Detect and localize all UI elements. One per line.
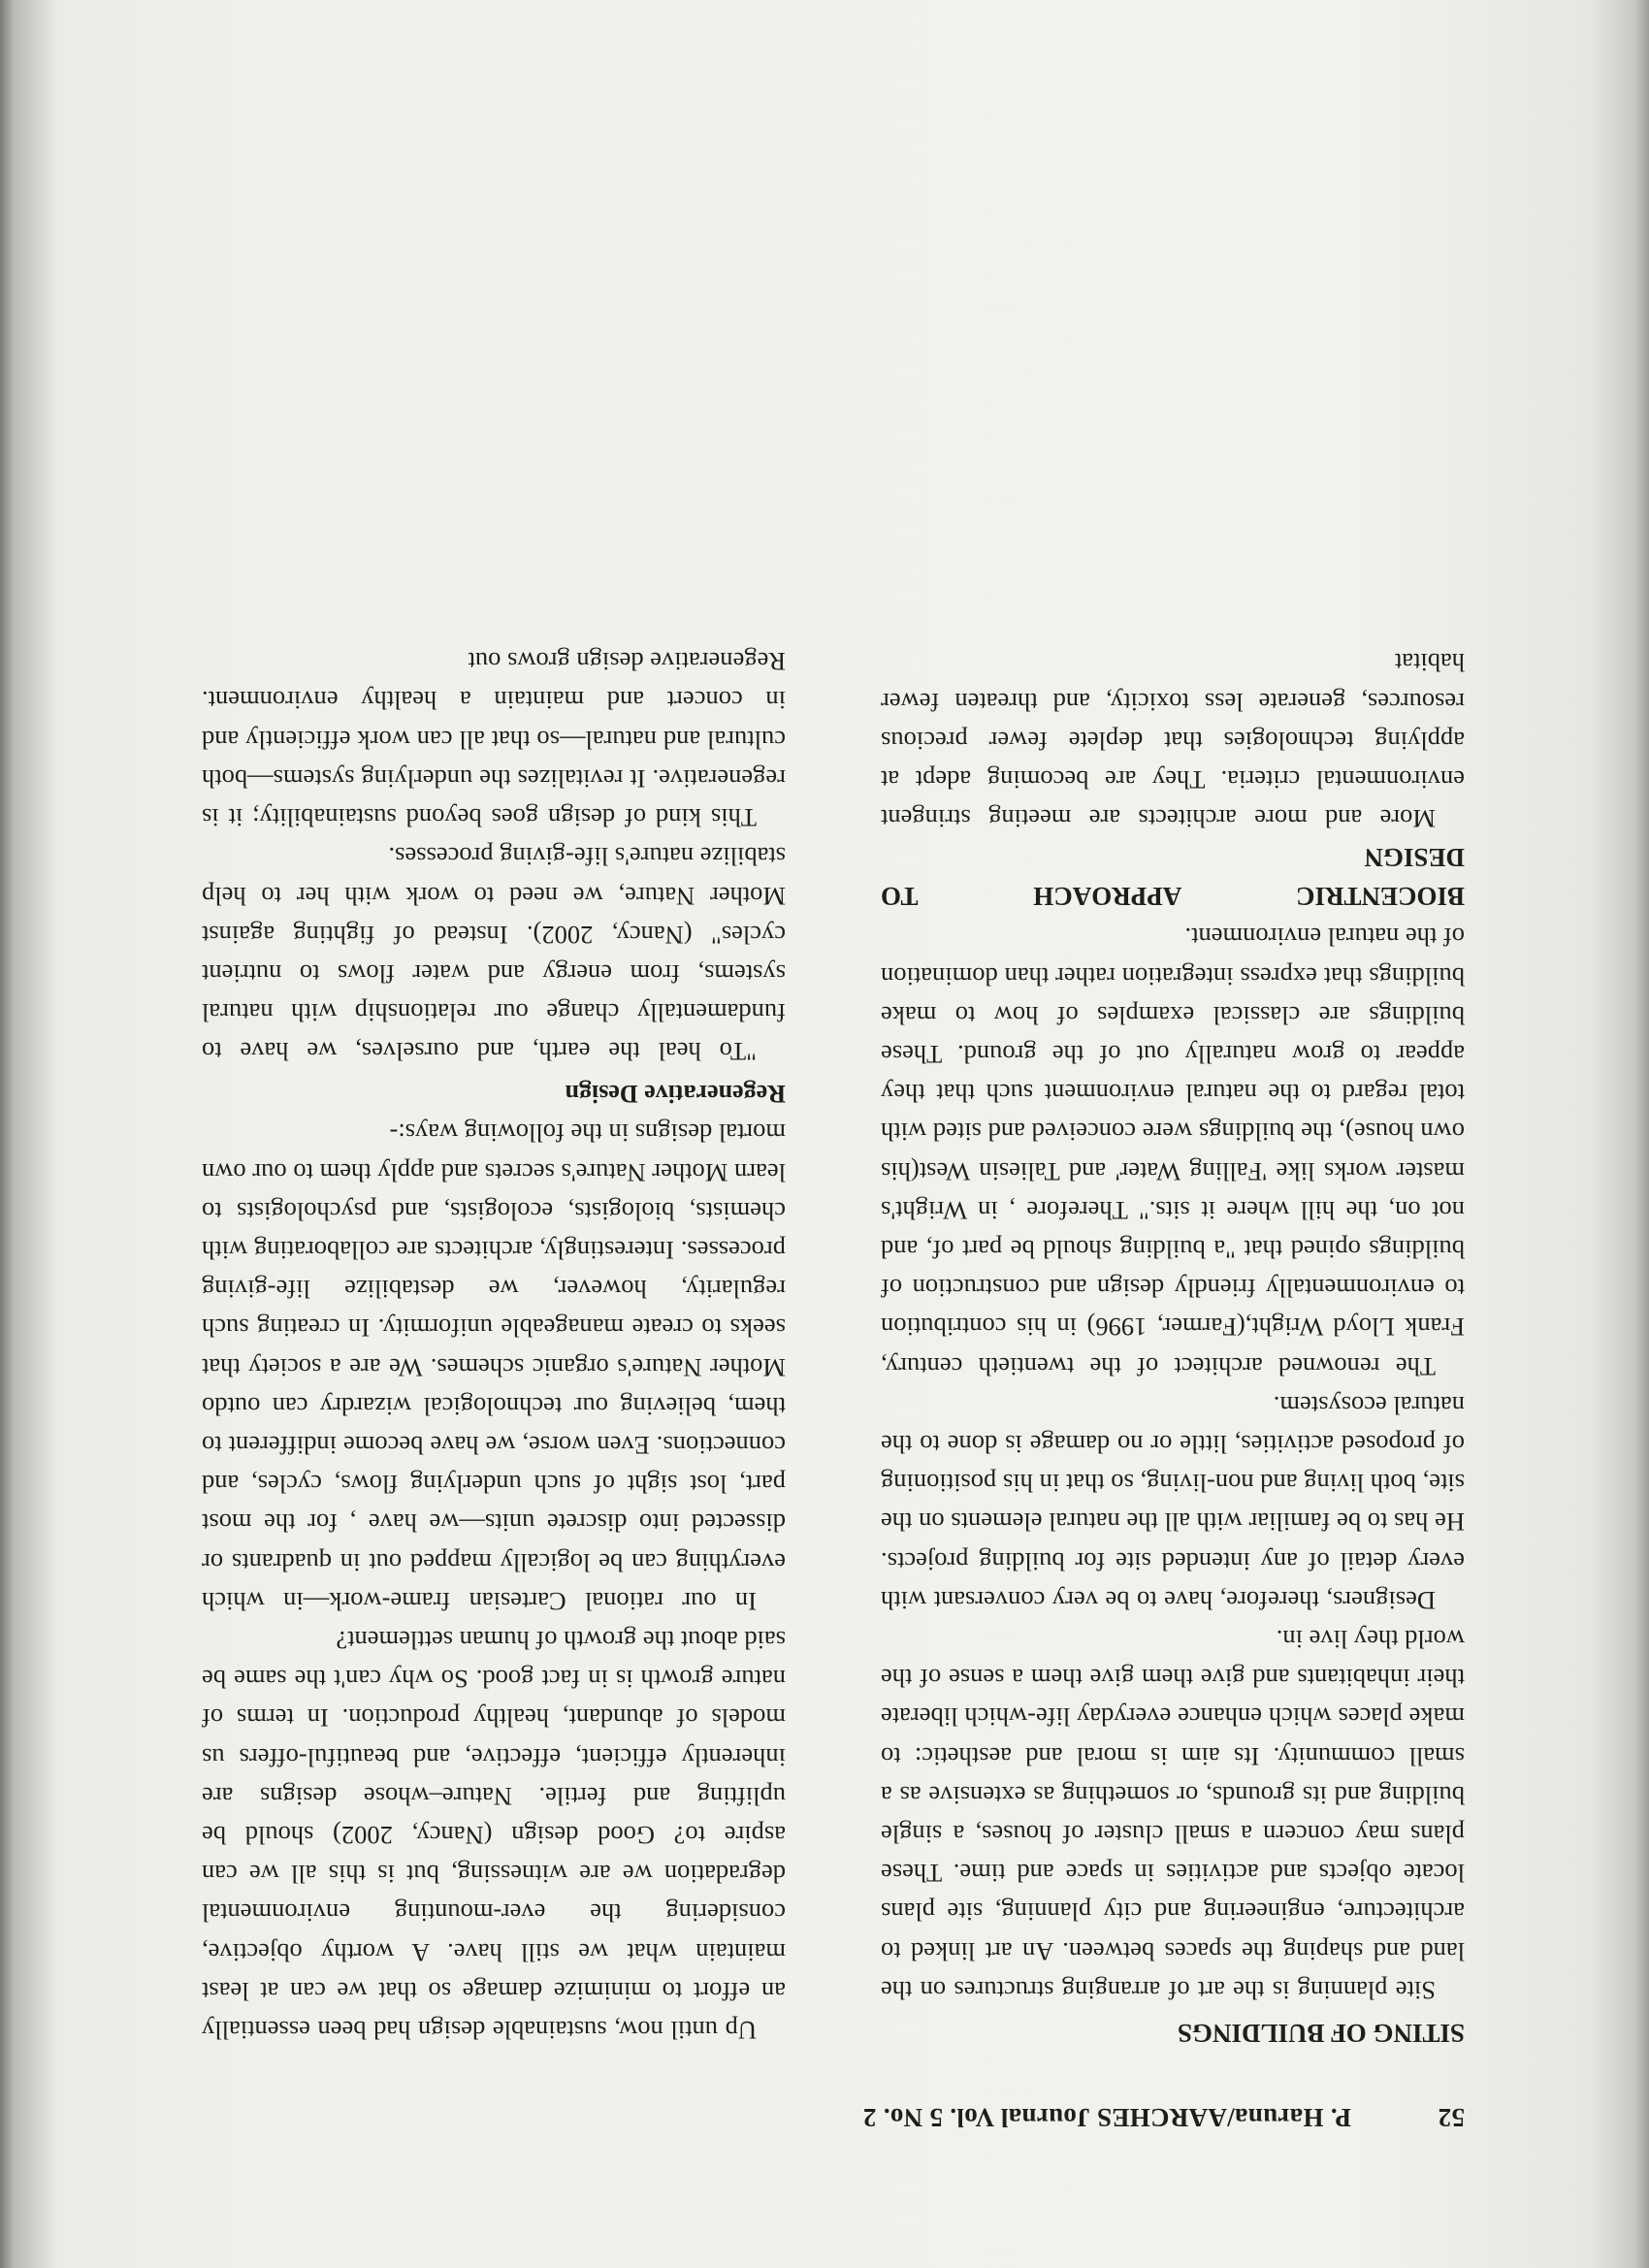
cartesian-paragraph: In our rational Cartesian frame-work—in which everything can be logically mapped out in quadrants or dissected into discrete units—we have , for the most part, lost sight of such underlying flows, cycles, and connections. Even worse, we have become indifferent to them, believing our technological wizardry can outdo Mother Nature's organic schemes. We are a society that seeks to create manageable uniformity. In creating such regularity, however, we destabilize life-giving processes. Interestingly, architects are collaborating with chemists, biologists, ecologists, and psychologists to learn Mother Nature's secrets and apply them to our own mortal designs in the following ways:- — [202, 1118, 786, 1616]
siting-paragraph-2: Designers, therefore, have to be very conversant with every detail of any intended site for building projects. He has to be familiar with all the natural elements on the site, both living and non-living, so that in his positioning of proposed activities, little or no damage is done to the natural ecosystem. — [881, 1390, 1465, 1615]
siting-paragraph-3: The renowned architect of the twentieth century, Frank Lloyd Wright,(Farmer, 1996) in his contribution to environmentally friendly design and construction of buildings opined that "a building should be part of, and not on, the hill where it sits." Therefore , in Wright's master works like 'Falling Water' and Taliesin West(his own house), the buildings were conceived and sited with total regard to the natural environment such that they appear to grow naturally out of the ground. These buildings are classical examples of how to make buildings that express integration rather than domination of the natural environment. — [881, 923, 1465, 1381]
siting-paragraph-1: Site planning is the art of arranging structures on the land and shaping the spaces between. An art linked to architecture, engineering and city planning, site plans locate objects and activities in space and time. These plans may concern a small cluster of houses, a single building and its grounds, or something as extensive as a small community. Its aim is moral and aesthetic: to make places which enhance everyday life-which liberate their inhabitants and give them give them a sense of the world they live in. — [881, 1625, 1465, 2005]
journal-page — [0, 56, 1465, 2132]
regenerative-heading: Regenerative Design — [565, 1080, 786, 1109]
regenerative-paragraph-1: "To heal the earth, and ourselves, we have to fundamentally change our relationship with natural systems, from energy and water flows to nutrient cycles" (Nancy, 2002). Instead of fighting against Mother Nature, we need to work with her to help stabilize nature's life-giving processes. — [202, 842, 786, 1067]
biocentric-heading-line1: BIOCENTRIC APPROACH TO — [881, 882, 1465, 912]
siting-heading: SITING OF BUILDINGS — [1177, 2019, 1465, 2048]
running-head — [204, 2102, 1465, 2132]
biocentric-heading-line2: DESIGN — [1364, 843, 1465, 873]
biocentric-paragraph: More and more architects are meeting stringent environmental criteria. They are becoming adept at applying technologies that deplete fewer precious resources, generate less toxicity, and threaten fewer habitat — [881, 648, 1465, 834]
left-column — [881, 643, 1465, 2050]
right-column — [202, 642, 786, 2050]
sustainable-paragraph-1: Up until now, sustainable design had been essentially an effort to minimize damage so that we can at least maintain what we still have. A worthy objective, considering the ever-mounting environmental degradation we are witnessing, but is this all we can aspire to? Good design (Nancy, 2002) should be uplifting and fertile. Nature–whose designs are inherently efficient, effective, and beautiful-offers us models of abundant, healthy production. In terms of nature growth is in fact good. So why can't the same be said about the growth of human settlement? — [202, 1625, 786, 2045]
page-number: 52 — [1438, 2103, 1465, 2132]
journal-title: P. Haruna/AARCHES Journal Vol. 5 No. 2 — [862, 2103, 1351, 2132]
regenerative-paragraph-2: This kind of design goes beyond sustainability; it is regenerative. It revitalizes the underlying systems—both cultural and natural—so that all can work efficiently and in concert and maintain a healthy environment. Regenerative design grows out — [202, 647, 786, 833]
